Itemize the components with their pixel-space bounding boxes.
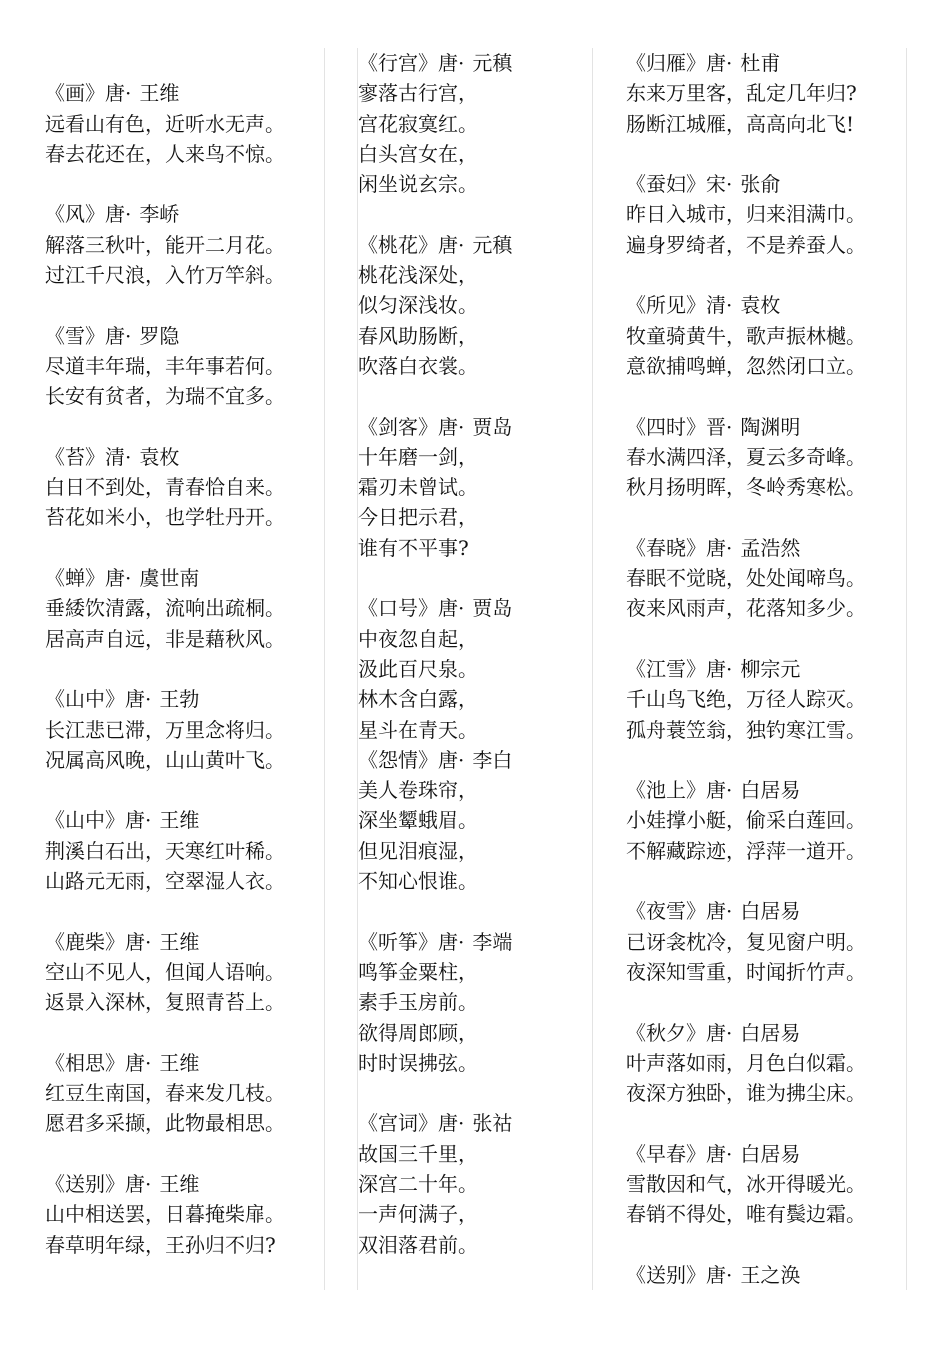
poem-heading [626,896,896,926]
poem [626,1260,896,1288]
poem-line: 返景入深林，复照青苔上。 [45,990,285,1015]
poem-title: 《相思》唐· [45,1050,152,1075]
poem-line: 吹落白衣裳。 [358,353,478,378]
poem-line: 素手玉房前。 [358,990,478,1015]
poem [45,199,317,290]
poem [358,593,590,744]
poem-title: 《宫词》唐· [358,1111,465,1136]
poem [358,927,590,1078]
blank-line [626,1108,896,1138]
poem-title: 《苔》清· [45,444,132,469]
poem-line: 山路元无雨，空翠湿人衣。 [45,869,285,894]
poem-line: 小娃撑小艇，偷采白莲回。 [626,808,866,833]
poem-column-1 [45,48,317,1288]
poem-author: 袁枚 [139,444,180,469]
poem-line: 远看山有色，近听水无声。 [45,111,285,136]
poem-line: 夜深方独卧，谁为拂尘床。 [626,1081,866,1106]
blank-line [45,654,317,684]
poem-line: 过江千尺浪，入竹万竿斜。 [45,263,285,288]
poem-line: 愿君多采撷，此物最相思。 [45,1111,285,1136]
poem-line: 春草明年绿，王孙归不归? [45,1232,276,1257]
blank-line [45,48,317,78]
poem-title: 《夜雪》唐· [626,899,733,924]
poem [45,321,317,412]
poem-title: 《蝉》唐· [45,566,132,591]
poem-line: 深宫二十年。 [358,1171,478,1196]
poem-line: 白日不到处，青春恰自来。 [45,475,285,500]
poem-author: 贾岛 [472,414,513,439]
poem-line: 双泪落君前。 [358,1232,478,1257]
poem [358,412,590,563]
poem-heading [45,1048,317,1078]
poem-line: 垂緌饮清露，流响出疏桐。 [45,596,285,621]
poem-author: 张祜 [472,1111,513,1136]
poem-line: 肠断江城雁，高高向北飞! [626,111,855,136]
blank-line [626,502,896,532]
poem-title: 《口号》唐· [358,596,465,621]
poem [626,775,896,866]
poem-line: 白头宫女在， [358,141,478,166]
poem-line: 长安有贫者，为瑞不宜多。 [45,384,285,409]
poem-line: 意欲捕鸣蝉，忽然闭口立。 [626,353,866,378]
poem-author: 白居易 [740,1141,801,1166]
poem [45,1169,317,1260]
poem-line: 谁有不平事? [358,535,469,560]
poem-heading [45,563,317,593]
poem-line: 不知心恨谁。 [358,869,478,894]
poem-author: 王之涣 [740,1262,801,1287]
poem [358,1108,590,1259]
poem-title: 《怨情》唐· [358,747,465,772]
poem-line: 夜深知雪重，时闻折竹声。 [626,959,866,984]
poem-author: 张俞 [740,172,781,197]
poem-line: 深坐颦蛾眉。 [358,808,478,833]
poem-line: 今日把示君， [358,505,478,530]
poem-author: 白居易 [740,1020,801,1045]
blank-line [45,896,317,926]
blank-line [358,563,590,593]
poem [45,563,317,654]
blank-line [45,533,317,563]
poem-line: 牧童骑黄牛，歌声振林樾。 [626,323,866,348]
poem [358,230,590,381]
poem-heading [358,593,590,623]
poem-heading [45,199,317,229]
column-divider-1 [324,48,325,1290]
column-divider-3 [592,48,593,1290]
poem-line: 但见泪痕湿， [358,838,478,863]
poem-heading [45,927,317,957]
poem-heading [626,169,896,199]
poem-title: 《蚕妇》宋· [626,172,733,197]
poem-line: 雪散因和气，冰开得暖光。 [626,1171,866,1196]
poem-line: 叶声落如雨，月色白似霜。 [626,1050,866,1075]
poem-title: 《山中》唐· [45,687,152,712]
poem-title: 《剑客》唐· [358,414,465,439]
poem-line: 孤舟蓑笠翁，独钓寒江雪。 [626,717,866,742]
poem-line: 秋月扬明晖，冬岭秀寒松。 [626,475,866,500]
poem-line: 闲坐说玄宗。 [358,172,478,197]
blank-line [626,1230,896,1260]
poem-line: 似匀深浅妆。 [358,293,478,318]
blank-line [626,624,896,654]
poem-heading [626,775,896,805]
blank-line [45,1139,317,1169]
blank-line [626,866,896,896]
poem-line: 空山不见人，但闻人语响。 [45,959,285,984]
poem-heading [626,48,896,78]
poem [45,78,317,169]
poem-column-3 [626,48,896,1288]
poem-author: 虞世南 [139,566,200,591]
blank-line [45,290,317,320]
poem-line: 千山鸟飞绝，万径人踪灭。 [626,687,866,712]
poem-author: 王维 [139,81,180,106]
poem-heading [626,1139,896,1169]
poem-title: 《所见》清· [626,293,733,318]
poem [45,684,317,775]
poem-author: 王维 [159,1050,200,1075]
poem-line: 苔花如米小，也学牡丹开。 [45,505,285,530]
poem-line: 春风助肠断， [358,323,478,348]
poem-column-2 [358,48,590,1288]
poem-heading [45,805,317,835]
poem-title: 《江雪》唐· [626,656,733,681]
poem-author: 白居易 [740,899,801,924]
poem [45,442,317,533]
poem-title: 《听筝》唐· [358,929,465,954]
poem-line: 尽道丰年瑞，丰年事若何。 [45,353,285,378]
blank-line [45,412,317,442]
poem-line: 居高声自远，非是藉秋风。 [45,626,285,651]
poem-line: 夜来风雨声，花落知多少。 [626,596,866,621]
blank-line [358,381,590,411]
poem-author: 罗隐 [139,323,180,348]
poem [626,48,896,139]
poem-author: 元稹 [472,51,513,75]
poem [626,290,896,381]
poem-author: 杜甫 [740,51,781,75]
poem-title: 《画》唐· [45,81,132,106]
poem-heading [358,927,590,957]
poem-line: 桃花浅深处， [358,263,478,288]
poem-line: 鸣筝金粟柱， [358,959,478,984]
poem-line: 春眠不觉晓，处处闻啼鸟。 [626,566,866,591]
poem-title: 《池上》唐· [626,778,733,803]
poem [626,654,896,745]
poem-line: 解落三秋叶，能开二月花。 [45,232,285,257]
poem [626,1018,896,1109]
poem [626,896,896,987]
poem-line: 长江悲已滞，万里念将归。 [45,717,285,742]
poem-line: 星斗在青天。 [358,717,478,742]
poem [45,927,317,1018]
poem-author: 白居易 [740,778,801,803]
poem-title: 《山中》唐· [45,808,152,833]
poem-line: 中夜忽自起， [358,626,478,651]
poem-heading [45,78,317,108]
blank-line [626,381,896,411]
poem-line: 春销不得处，唯有鬓边霜。 [626,1202,866,1227]
poem-line: 宫花寂寞红。 [358,111,478,136]
blank-line [45,1018,317,1048]
poem-heading [358,412,590,442]
poem-author: 李白 [472,747,513,772]
poem-heading [358,230,590,260]
poem-line: 故国三千里， [358,1141,478,1166]
blank-line [358,199,590,229]
poem-line: 汲此百尺泉。 [358,656,478,681]
poem [45,1048,317,1139]
poem-heading [358,745,590,775]
poem-line: 已讶衾枕冷，复见窗户明。 [626,929,866,954]
poem-line: 十年磨一剑， [358,444,478,469]
poem-author: 王维 [159,929,200,954]
poem-author: 袁枚 [740,293,781,318]
poem-author: 李峤 [139,202,180,227]
blank-line [626,139,896,169]
poem-line: 春水满四泽，夏云多奇峰。 [626,444,866,469]
poem-title: 《桃花》唐· [358,232,465,257]
poem-title: 《早春》唐· [626,1141,733,1166]
poem-line: 美人卷珠帘， [358,778,478,803]
blank-line [358,1078,590,1108]
poem-author: 贾岛 [472,596,513,621]
blank-line [45,169,317,199]
poem [358,48,590,199]
poem-title: 《归雁》唐· [626,51,733,75]
poem-author: 陶渊明 [740,414,801,439]
poem-author: 孟浩然 [740,535,801,560]
poem-heading [626,1018,896,1048]
poem-title: 《春晓》唐· [626,535,733,560]
blank-line [358,896,590,926]
poem-heading [45,442,317,472]
poem-line: 春去花还在，人来鸟不惊。 [45,141,285,166]
blank-line [626,987,896,1017]
poem-author: 柳宗元 [740,656,801,681]
poem-line: 荆溪白石出，天寒红叶稀。 [45,838,285,863]
poem-heading [45,1169,317,1199]
blank-line [626,745,896,775]
poem-heading [45,684,317,714]
blank-line [45,775,317,805]
poem-line: 昨日入城市，归来泪满巾。 [626,202,866,227]
poem-line: 况属高风晚，山山黄叶飞。 [45,747,285,772]
poem-heading [626,412,896,442]
poem-line: 山中相送罢，日暮掩柴扉。 [45,1202,285,1227]
poem [626,169,896,260]
poem-heading [626,1260,896,1288]
poem-line: 林木含白露， [358,687,478,712]
column-divider-4 [906,48,907,1290]
poem [358,745,590,896]
poem-line: 霜刃未曾试。 [358,475,478,500]
poem-author: 王勃 [159,687,200,712]
poem-line: 红豆生南国，春来发几枝。 [45,1081,285,1106]
poem-title: 《四时》晋· [626,414,733,439]
poem-title: 《送别》唐· [45,1171,152,1196]
poem-heading [626,290,896,320]
poem-title: 《送别》唐· [626,1262,733,1287]
poem-heading [626,654,896,684]
poem [626,412,896,503]
poem-author: 王维 [159,808,200,833]
poem-heading [45,321,317,351]
poem-title: 《鹿柴》唐· [45,929,152,954]
poem-line: 不解藏踪迹，浮萍一道开。 [626,838,866,863]
poem [626,533,896,624]
poem-line: 时时误拂弦。 [358,1050,478,1075]
poem [626,1139,896,1230]
blank-line [626,260,896,290]
poem-line: 一声何满子， [358,1202,478,1227]
poem-author: 李端 [472,929,513,954]
poem-line: 遍身罗绮者，不是养蚕人。 [626,232,866,257]
poem-heading [358,1108,590,1138]
poem-title: 《行宫》唐· [358,51,465,75]
poem [45,805,317,896]
poem-heading [626,533,896,563]
poem-line: 欲得周郎顾， [358,1020,478,1045]
poem-title: 《雪》唐· [45,323,132,348]
poem-heading [358,48,590,78]
poem-author: 王维 [159,1171,200,1196]
poem-line: 寥落古行宫， [358,81,478,106]
poem-title: 《秋夕》唐· [626,1020,733,1045]
poem-line: 东来万里客，乱定几年归? [626,81,857,106]
poem-title: 《风》唐· [45,202,132,227]
poem-author: 元稹 [472,232,513,257]
